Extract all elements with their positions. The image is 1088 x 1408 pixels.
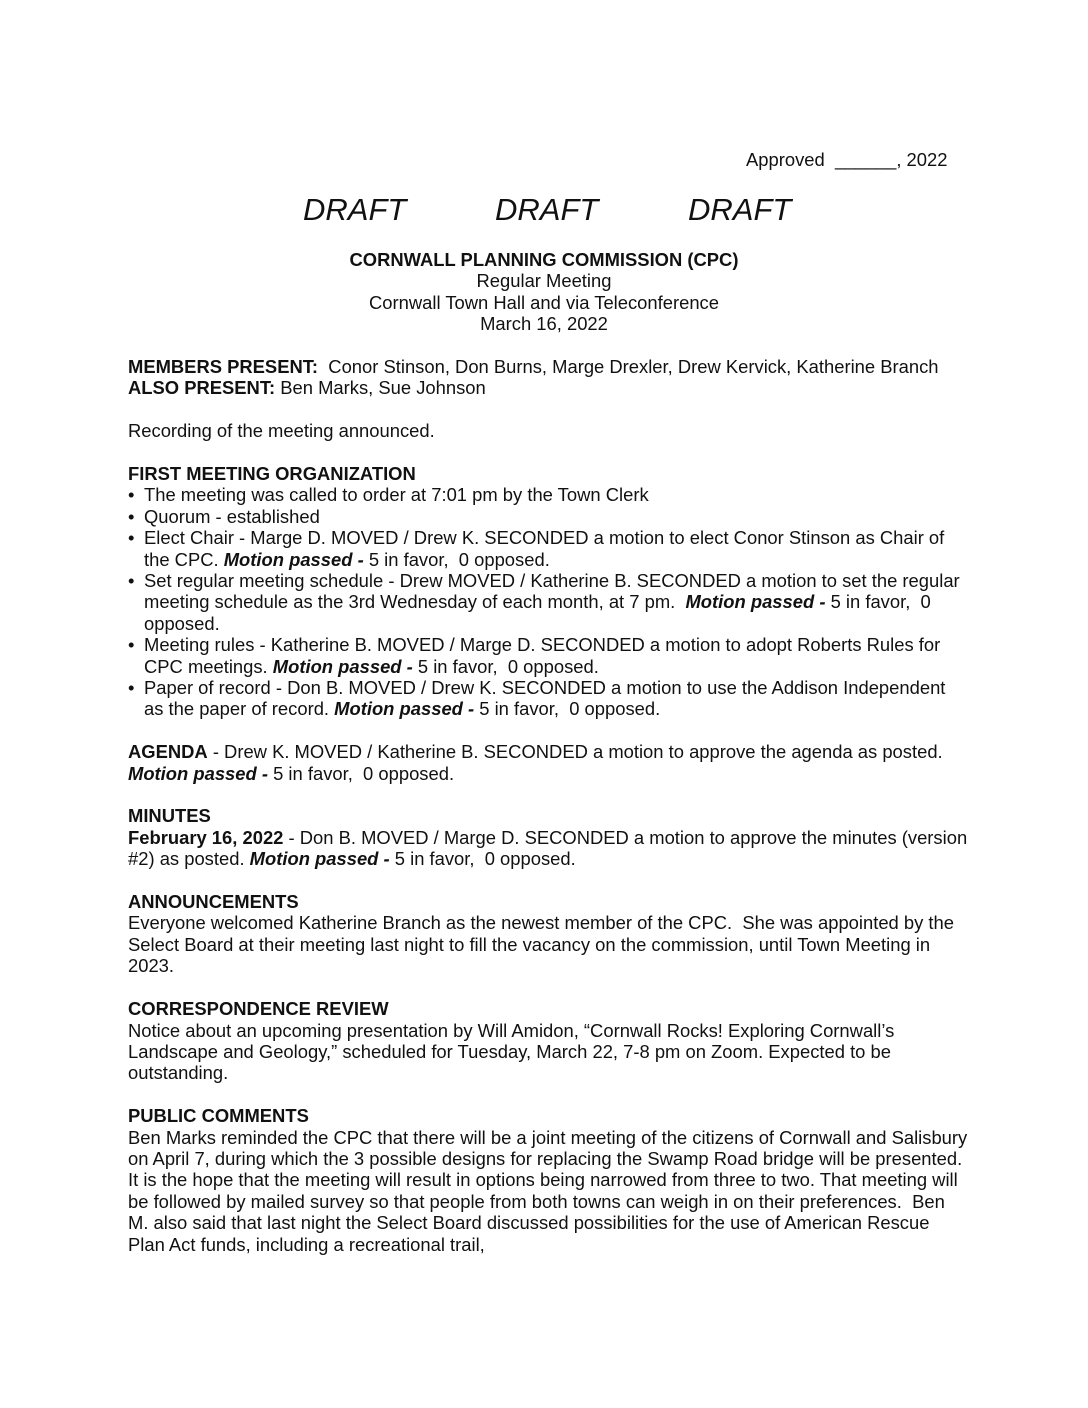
also-value: Ben Marks, Sue Johnson	[275, 377, 486, 399]
item-text: Paper of record - Don B. MOVED / Drew K. SECONDED a motion to use the Addison Independent as the paper of record.	[144, 677, 951, 720]
item-text: Meeting rules - Katherine B. MOVED / Marge D. SECONDED a motion to adopt Roberts Rules for CPC meetings.	[144, 634, 946, 677]
correspondence-section	[128, 998, 968, 1084]
draft-mark: DRAFT	[495, 192, 599, 227]
correspondence-text: Notice about an upcoming presentation by Will Amidon, “Cornwall Rocks! Exploring Cornwall’s Landscape and Geology,” scheduled for Tuesday, March 22, 7-8 pm on Zoom. Expected to be outstanding.	[128, 1019, 895, 1084]
approval-line: Approved ______, 2022	[746, 149, 948, 170]
vote-result: 5 in favor, 0 opposed.	[144, 591, 936, 634]
draft-mark: DRAFT	[303, 192, 407, 227]
list-item	[128, 634, 968, 677]
public-comments-text: Ben Marks reminded the CPC that there will be a joint meeting of the citizens of Cornwall and Salisbury on April 7, during which the 3 possible designs for replacing the Swamp Road bridge will be presented. It is the hope that the meeting will result in options being narrowed from three to two. That meeting will be followed by mailed survey so that people from both towns can weigh in on their preferences. Ben M. also said that last night the Select Board discussed possibilities for the use of American Rescue Plan Act funds, including a recreational trail,	[128, 1126, 973, 1255]
public-comments-section	[128, 1105, 973, 1255]
section-heading: PUBLIC COMMENTS	[128, 1105, 309, 1127]
draft-watermarks	[0, 192, 1088, 232]
announcements-section	[128, 891, 968, 977]
also-present	[128, 377, 968, 398]
recording-note: Recording of the meeting announced.	[128, 420, 435, 442]
section-heading: ANNOUNCEMENTS	[128, 891, 299, 913]
agenda-section	[128, 741, 968, 784]
item-text: Set regular meeting schedule - Drew MOVED / Katherine B. SECONDED a motion to set the regular meeting schedule as the 3rd Wednesday of each month, at 7 pm.	[144, 570, 965, 613]
meeting-type: Regular Meeting	[476, 270, 612, 292]
members-label: MEMBERS PRESENT:	[128, 356, 319, 377]
first-meeting-section	[128, 463, 968, 720]
agenda-paragraph	[128, 741, 968, 784]
recording-section	[128, 420, 968, 441]
vote-result: 5 in favor, 0 opposed.	[417, 655, 599, 677]
first-meeting-list	[128, 484, 968, 719]
draft-mark: DRAFT	[688, 192, 792, 227]
members-present	[128, 356, 968, 377]
item-text: Quorum - established	[144, 505, 320, 527]
item-text: Elect Chair - Marge D. MOVED / Drew K. SECONDED a motion to elect Conor Stinson as Chair of the CPC.	[144, 527, 950, 570]
list-item	[128, 506, 968, 527]
members-value: Conor Stinson, Don Burns, Marge Drexler, Drew Kervick, Katherine Branch	[318, 356, 939, 377]
document-title: CORNWALL PLANNING COMMISSION (CPC)	[349, 249, 739, 270]
motion-passed-label: Motion passed -	[685, 591, 831, 613]
list-item	[128, 677, 968, 720]
announcements-text: Everyone welcomed Katherine Branch as the newest member of the CPC. She was appointed by the Select Board at their meeting last night to fill the vacancy on the commission, until Town Meeting in 2023.	[128, 912, 960, 977]
section-heading: FIRST MEETING ORGANIZATION	[128, 463, 416, 484]
list-item	[128, 570, 968, 634]
vote-result: 5 in favor, 0 opposed.	[273, 762, 455, 784]
minutes-text: - Don B. MOVED / Marge D. SECONDED a motion to approve the minutes (version #2) as posted.	[128, 826, 973, 870]
minutes-section	[128, 805, 973, 870]
section-heading: CORRESPONDENCE REVIEW	[128, 998, 389, 1020]
minutes-body	[128, 356, 973, 1276]
motion-passed-label: Motion passed -	[223, 548, 369, 570]
list-item	[128, 527, 968, 570]
attendance-section	[128, 356, 968, 399]
motion-passed-label: Motion passed -	[272, 655, 418, 677]
section-heading: AGENDA	[128, 741, 208, 763]
minutes-date: February 16, 2022	[128, 826, 284, 848]
motion-passed-label: Motion passed -	[334, 698, 480, 720]
agenda-text: - Drew K. MOVED / Katherine B. SECONDED a motion to approve the agenda as posted.	[207, 741, 948, 763]
motion-passed-label: Motion passed -	[128, 762, 274, 784]
motion-passed-label: Motion passed -	[249, 848, 395, 870]
section-heading: MINUTES	[128, 805, 211, 827]
item-text: The meeting was called to order at 7:01 pm by the Town Clerk	[144, 484, 649, 506]
list-item	[128, 484, 968, 505]
also-label: ALSO PRESENT:	[128, 377, 276, 399]
vote-result: 5 in favor, 0 opposed.	[368, 548, 550, 570]
minutes-paragraph	[128, 826, 973, 870]
vote-result: 5 in favor, 0 opposed.	[479, 698, 661, 720]
meeting-date: March 16, 2022	[480, 313, 608, 335]
vote-result: 5 in favor, 0 opposed.	[394, 848, 576, 870]
document-header	[128, 249, 960, 335]
meeting-location: Cornwall Town Hall and via Teleconference	[369, 291, 719, 313]
